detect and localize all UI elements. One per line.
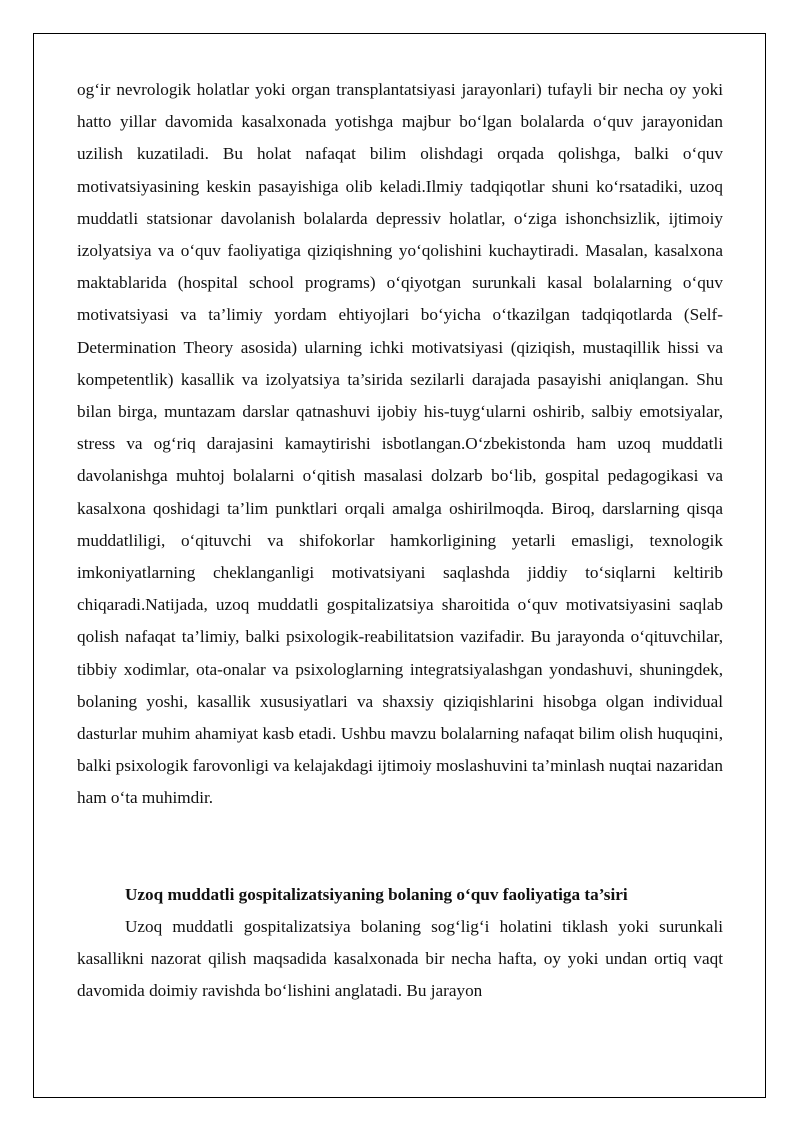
body-paragraph: og‘ir nevrologik holatlar yoki organ transplantatsiyasi jarayonlari) tufayli bir necha oy yoki hatto yillar davomida kasalxonada yotishga majbur bo‘lgan bolalarda o‘quv jarayonidan uzilish kuzatiladi. Bu holat nafaqat bilim olishdagi orqada qolishga, balki o‘quv motivatsiyasining keskin pasayishiga olib keladi.Ilmiy tadqiqotlar shuni ko‘rsatadiki, uzoq muddatli statsionar davolanish bolalarda depressiv holatlar, o‘ziga ishonchsizlik, ijtimoiy izolyatsiya va o‘quv faoliyatiga qiziqishning yo‘qolishini kuchaytiradi. Masalan, kasalxona maktablarida (hospital school programs) o‘qiyotgan surunkali kasal bolalarning o‘quv motivatsiyasi va ta’limiy yordam ehtiyojlari bo‘yicha o‘tkazilgan tadqiqotlarda (Self-Determination Theory asosida) ularning ichki motivatsiyasi (qiziqish, mustaqillik hissi va kompetentlik) kasallik va izolyatsiya ta’sirida sezilarli darajada pasayishi aniqlangan. Shu bilan birga, muntazam darslar qatnashuvi ijobiy his-tuyg‘ularni oshirib, salbiy emotsiyalar, stress va og‘riq darajasini kamaytirishi isbotlangan.O‘zbekistonda ham uzoq muddatli davolanishga muhtoj bolalarni o‘qitish masalasi dolzarb bo‘lib, gospital pedagogikasi va kasalxona qoshidagi ta’lim punktlari orqali amalga oshirilmoqda. Biroq, darslarning qisqa muddatliligi, o‘qituvchi va shifokorlar hamkorligining yetarli emasligi, texnologik imkoniyatlarning cheklanganligi motivatsiyani saqlashda jiddiy to‘siqlarni keltirib chiqaradi.Natijada, uzoq muddatli gospitalizatsiya sharoitida o‘quv motivatsiyasini saqlab qolish nafaqat ta’limiy, balki psixologik-reabilitatsion vazifadir. Bu jarayonda o‘qituvchilar, tibbiy xodimlar, ota-onalar va psixologlarning integratsiyalashgan yondashuvi, shuningdek, bolaning yoshi, kasallik xususiyatlari va shaxsiy qiziqishlarini hisobga olgan individual dasturlar muhim ahamiyat kasb etadi. Ushbu mavzu bolalarning nafaqat bilim olish huquqini, balki psixologik farovonligi va kelajakdagi ijtimoiy moslashuvini ta’minlash nuqtai nazaridan ham o‘ta muhimdir.: [77, 80, 723, 808]
paragraph-spacer: [77, 815, 723, 879]
section-heading: Uzoq muddatli gospitalizatsiyaning bolaning o‘quv faoliyatiga ta’siri: [125, 884, 628, 904]
body-paragraph-continued: Uzoq muddatli gospitalizatsiya bolaning sog‘lig‘i holatini tiklash yoki surunkali kasallikni nazorat qilish maqsadida kasalxonada bir necha hafta, oy yoki undan ortiq vaqt davomida doimiy ravishda bo‘lishini anglatadi. Bu jarayon: [77, 916, 723, 1001]
document-body: [77, 74, 723, 1007]
